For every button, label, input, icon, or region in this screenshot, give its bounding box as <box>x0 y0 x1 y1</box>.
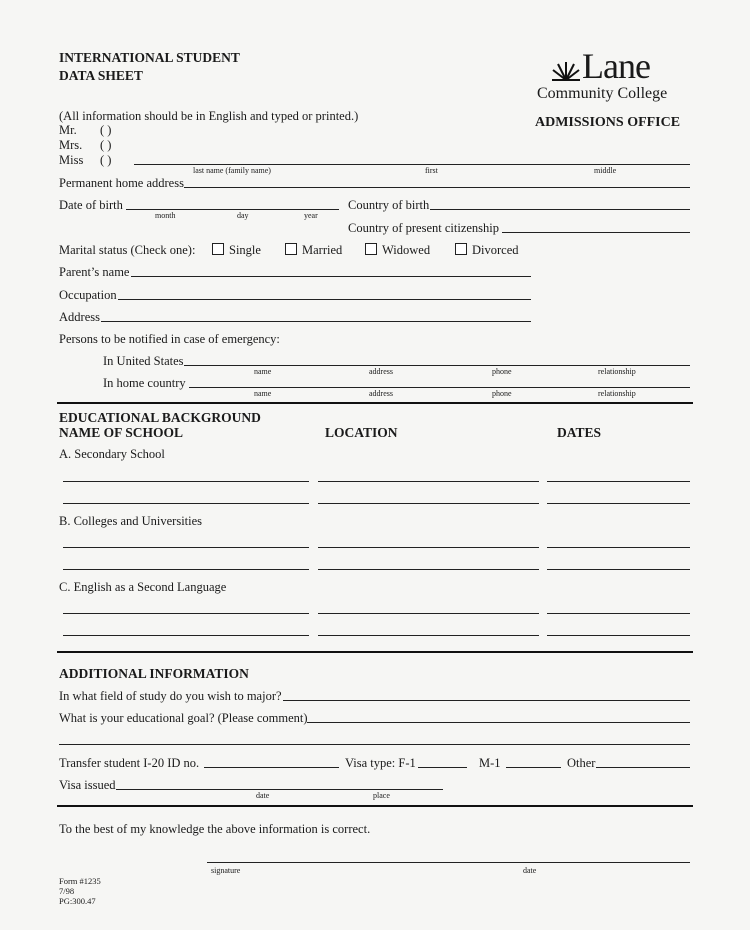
visa-type-label: Visa type: F-1 <box>345 756 416 770</box>
title-mrs-checkbox[interactable]: ( ) <box>100 138 112 152</box>
emergency-home-field[interactable] <box>189 387 690 388</box>
school-field[interactable] <box>63 569 309 570</box>
college-logo-name: Lane <box>582 46 650 86</box>
title-mr-checkbox[interactable]: ( ) <box>100 123 112 137</box>
caption-name: name <box>254 389 272 398</box>
school-field[interactable] <box>63 481 309 482</box>
caption-relationship: relationship <box>598 367 636 376</box>
title-miss: Miss <box>59 153 84 167</box>
goal-question: What is your educational goal? (Please comment) <box>59 711 308 725</box>
title-mrs: Mrs. <box>59 138 83 152</box>
visa-issued-field[interactable] <box>116 789 443 790</box>
single-label: Single <box>229 243 261 257</box>
widowed-label: Widowed <box>382 243 431 257</box>
section-divider <box>57 651 693 653</box>
visa-other-label: Other <box>567 756 596 770</box>
form-code: PG:300.47 <box>59 896 96 906</box>
widowed-checkbox[interactable] <box>365 243 377 255</box>
emergency-us-field[interactable] <box>184 365 690 366</box>
form-date: 7/98 <box>59 886 75 896</box>
visa-m1-field[interactable] <box>506 767 561 768</box>
country-birth-field[interactable] <box>430 209 690 210</box>
school-field[interactable] <box>63 635 309 636</box>
address-field[interactable] <box>101 321 531 322</box>
caption-first-name: first <box>425 166 438 175</box>
dates-field[interactable] <box>547 547 690 548</box>
marital-single[interactable] <box>212 243 261 258</box>
caption-middle-name: middle <box>594 166 617 175</box>
name-field[interactable] <box>134 164 690 165</box>
emergency-label: Persons to be notified in case of emergency: <box>59 332 280 346</box>
college-logo-sun-icon <box>550 60 582 82</box>
citizenship-field[interactable] <box>502 232 690 233</box>
divorced-checkbox[interactable] <box>455 243 467 255</box>
dates-field[interactable] <box>547 503 690 504</box>
marital-widowed[interactable] <box>365 243 430 258</box>
certification-statement: To the best of my knowledge the above information is correct. <box>59 822 371 836</box>
parent-label: Parent’s name <box>59 265 130 279</box>
major-question: In what field of study do you wish to major? <box>59 689 282 703</box>
occupation-label: Occupation <box>59 288 117 302</box>
transfer-label: Transfer student I-20 ID no. <box>59 756 200 770</box>
dob-field[interactable] <box>126 209 339 210</box>
school-field[interactable] <box>63 613 309 614</box>
visa-issued-label: Visa issued <box>59 778 116 792</box>
caption-signature: signature <box>211 866 241 875</box>
additional-heading: ADDITIONAL INFORMATION <box>59 666 249 681</box>
caption-year: year <box>304 211 318 220</box>
section-divider <box>57 805 693 807</box>
section-divider <box>57 402 693 404</box>
visa-m1-label: M-1 <box>479 756 501 770</box>
section-esl: C. English as a Second Language <box>59 580 227 594</box>
married-checkbox[interactable] <box>285 243 297 255</box>
caption-day: day <box>237 211 249 220</box>
emergency-us-label: In United States <box>103 354 184 368</box>
office-name: ADMISSIONS OFFICE <box>535 115 681 130</box>
form-number: Form #1235 <box>59 876 101 886</box>
school-field[interactable] <box>63 547 309 548</box>
signature-field[interactable] <box>207 862 690 863</box>
form-title-line1: INTERNATIONAL STUDENT <box>59 50 240 65</box>
home-address-label: Permanent home address <box>59 176 184 190</box>
location-field[interactable] <box>318 547 539 548</box>
form-title-line2: DATA SHEET <box>59 68 143 83</box>
home-address-field[interactable] <box>184 187 690 188</box>
caption-address: address <box>369 389 393 398</box>
section-secondary: A. Secondary School <box>59 447 165 461</box>
emergency-home-label: In home country <box>103 376 186 390</box>
location-field[interactable] <box>318 503 539 504</box>
visa-other-field[interactable] <box>596 767 690 768</box>
location-field[interactable] <box>318 481 539 482</box>
dob-label: Date of birth <box>59 198 123 212</box>
col-location-header: LOCATION <box>325 425 398 440</box>
goal-field[interactable] <box>307 722 690 723</box>
major-field[interactable] <box>283 700 690 701</box>
caption-relationship: relationship <box>598 389 636 398</box>
caption-name: name <box>254 367 272 376</box>
title-mr: Mr. <box>59 123 77 137</box>
marital-married[interactable] <box>285 243 342 258</box>
married-label: Married <box>302 243 343 257</box>
divorced-label: Divorced <box>472 243 519 257</box>
caption-month: month <box>155 211 176 220</box>
caption-last-name: last name (family name) <box>193 166 271 175</box>
marital-divorced[interactable] <box>455 243 519 258</box>
caption-visa-place: place <box>373 791 390 800</box>
location-field[interactable] <box>318 635 539 636</box>
dates-field[interactable] <box>547 613 690 614</box>
caption-phone: phone <box>492 367 512 376</box>
location-field[interactable] <box>318 569 539 570</box>
dates-field[interactable] <box>547 481 690 482</box>
college-logo-subtitle: Community College <box>537 85 668 102</box>
dates-field[interactable] <box>547 569 690 570</box>
occupation-field[interactable] <box>118 299 531 300</box>
col-school-header: NAME OF SCHOOL <box>59 425 184 440</box>
marital-label: Marital status (Check one): <box>59 243 196 257</box>
caption-visa-date: date <box>256 791 270 800</box>
goal-field-continued[interactable] <box>59 744 690 745</box>
parent-field[interactable] <box>131 276 531 277</box>
title-miss-checkbox[interactable]: ( ) <box>100 153 112 167</box>
caption-phone: phone <box>492 389 512 398</box>
citizenship-label: Country of present citizenship <box>348 221 500 235</box>
country-birth-label: Country of birth <box>348 198 430 212</box>
address-label: Address <box>59 310 100 324</box>
dates-field[interactable] <box>547 635 690 636</box>
caption-address: address <box>369 367 393 376</box>
instructions: (All information should be in English and typed or printed.) <box>59 109 359 123</box>
section-colleges: B. Colleges and Universities <box>59 514 203 528</box>
transfer-id-field[interactable] <box>204 767 339 768</box>
visa-f1-field[interactable] <box>418 767 467 768</box>
col-dates-header: DATES <box>557 425 602 440</box>
caption-signature-date: date <box>523 866 537 875</box>
education-heading: EDUCATIONAL BACKGROUND <box>59 410 261 425</box>
single-checkbox[interactable] <box>212 243 224 255</box>
location-field[interactable] <box>318 613 539 614</box>
school-field[interactable] <box>63 503 309 504</box>
